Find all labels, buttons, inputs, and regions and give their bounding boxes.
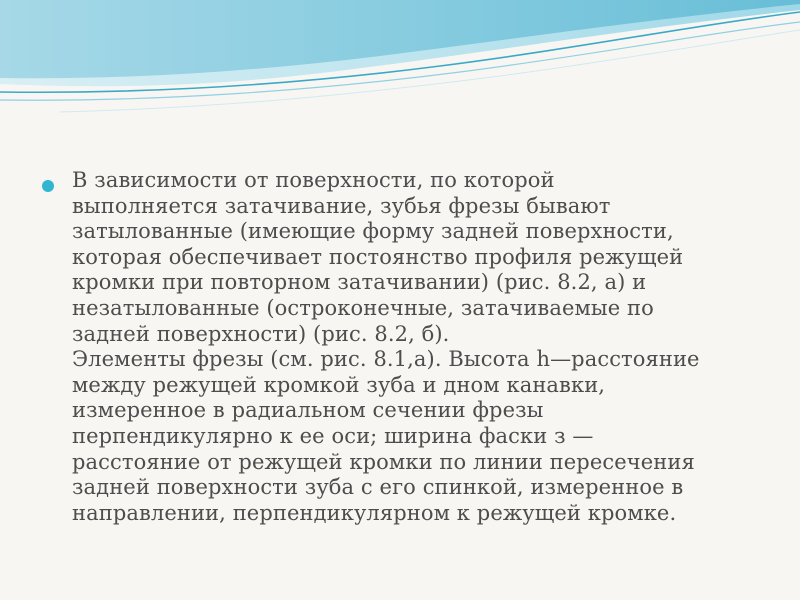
slide-content bbox=[42, 168, 762, 526]
bullet-paragraph: В зависимости от поверхности, по которой выполняется затачивание, зубья фрезы бывают затылованные (имеющие форму задней поверхности, которая обеспечивает постоянство профиля режущей кромки при повторном затачивании) (рис. 8.2, а) и незатылованные (остроконечные, затачиваемые по задней поверхности) (рис. 8.2, б). Элементы фрезы (см. рис. 8.1,а). Высота h—расстояние между режущей кромкой зуба и дном канавки, измеренное в радиальном сечении фрезы перпендикулярно к ее оси; ширина фаски з — расстояние от режущей кромки по линии пересечения задней поверхности зуба с его спинкой, измеренное в направлении, перпендикулярном к режущей кромке. bbox=[72, 168, 700, 525]
wave-header-decoration bbox=[0, 0, 800, 130]
bullet-item bbox=[42, 168, 762, 526]
circle-bullet-icon bbox=[42, 180, 54, 192]
